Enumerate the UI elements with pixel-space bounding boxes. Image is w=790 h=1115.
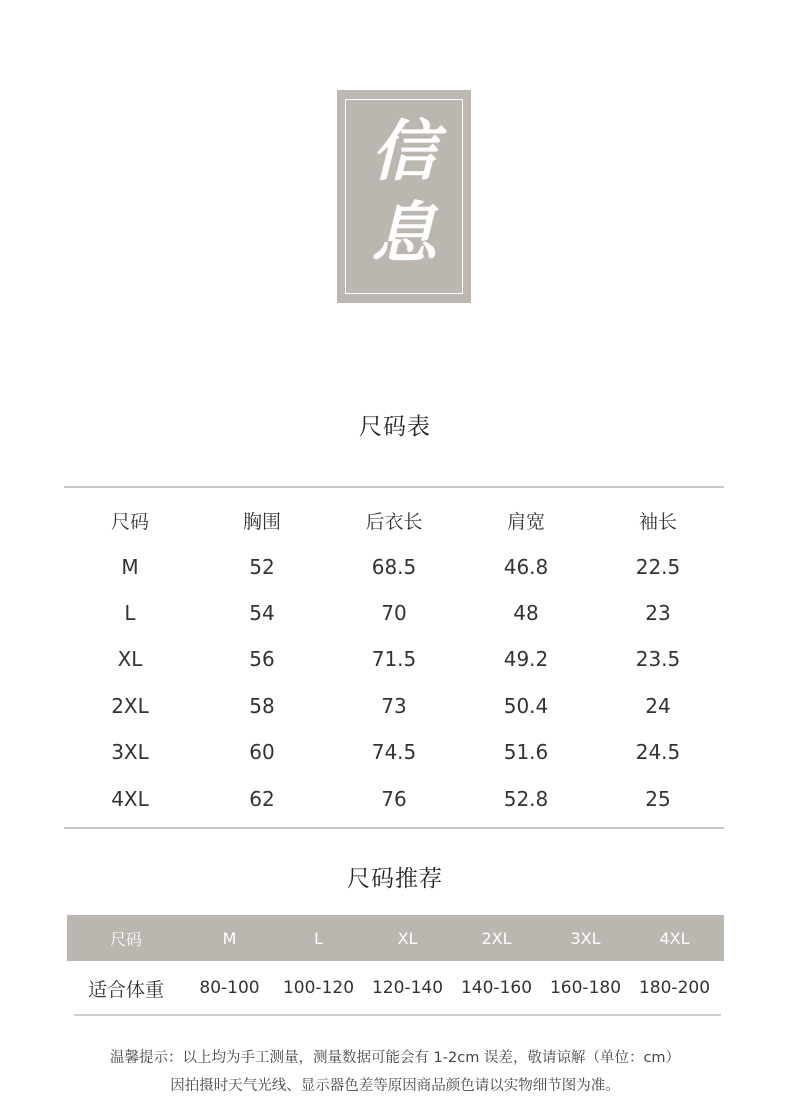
weight-range: 180-200 (638, 978, 711, 998)
table-cell: 54 (249, 600, 275, 625)
table-cell: 50.4 (503, 693, 549, 718)
table-cell: 24 (645, 693, 671, 718)
table-cell: 46.8 (503, 554, 549, 579)
table-top-rule (64, 486, 724, 488)
table-cell: 71.5 (371, 647, 417, 672)
table-cell: 70 (381, 600, 407, 625)
info-badge (337, 90, 471, 303)
weight-row-label: 适合体重 (87, 978, 164, 1001)
recommendation-weight-row (67, 962, 724, 1014)
table-cell: 76 (381, 786, 407, 811)
table-cell: M (121, 554, 139, 579)
table-cell: 58 (249, 693, 275, 718)
recommendation-size: 3XL (570, 928, 601, 948)
table-cell: 51.6 (503, 740, 549, 765)
weight-range: 140-160 (460, 978, 533, 998)
badge-char-1: 信 (371, 112, 437, 190)
table-cell: 24.5 (635, 740, 681, 765)
table-header-row (64, 497, 724, 543)
table-cell: 25 (645, 786, 671, 811)
table-cell: 56 (249, 647, 275, 672)
table-cell: 74.5 (371, 740, 417, 765)
weight-range: 120-140 (371, 978, 444, 998)
table-row (64, 775, 724, 821)
table-row (64, 543, 724, 589)
table-cell: 22.5 (635, 554, 681, 579)
recommendation-bottom-rule (74, 1014, 721, 1016)
table-row (64, 683, 724, 729)
recommendation-size: 2XL (481, 928, 512, 948)
recommendation-size: 4XL (659, 928, 690, 948)
size-chart-title: 尺码表 (359, 414, 431, 440)
table-cell: 52.8 (503, 786, 549, 811)
table-cell: 23 (645, 600, 671, 625)
table-cell: 4XL (111, 786, 149, 811)
table-cell: 2XL (111, 693, 149, 718)
table-cell: XL (117, 647, 143, 672)
recommendation-title: 尺码推荐 (347, 866, 443, 892)
table-cell: 3XL (111, 740, 149, 765)
recommendation-size: XL (397, 928, 418, 948)
table-cell: 62 (249, 786, 275, 811)
table-cell: 49.2 (503, 647, 549, 672)
weight-range: 160-180 (549, 978, 622, 998)
recommendation-size: M (222, 928, 237, 948)
table-cell: 68.5 (371, 554, 417, 579)
table-cell: 23.5 (635, 647, 681, 672)
badge-char-2: 息 (371, 194, 437, 272)
column-header: 尺码 (110, 510, 149, 533)
column-header: 胸围 (242, 510, 281, 533)
weight-range: 80-100 (199, 978, 260, 998)
column-header: 袖长 (638, 510, 677, 533)
note-line-1: 温馨提示：以上均为手工测量，测量数据可能会有 1-2cm 误差，敬请谅解（单位：cm） (109, 1050, 681, 1066)
table-cell: 48 (513, 600, 539, 625)
note-line-2: 因拍摄时天气光线、显示器色差等原因商品颜色请以实物细节图为准。 (170, 1078, 620, 1094)
size-table (64, 497, 724, 822)
column-header: 肩宽 (506, 510, 545, 533)
recommendation-header-band (67, 915, 724, 961)
table-cell: 60 (249, 740, 275, 765)
table-bottom-rule (64, 827, 724, 829)
table-row (64, 636, 724, 682)
table-cell: L (124, 600, 136, 625)
weight-range: 100-120 (282, 978, 355, 998)
table-cell: 52 (249, 554, 275, 579)
recommendation-header-label: 尺码 (109, 929, 142, 949)
table-row (64, 729, 724, 775)
table-cell: 73 (381, 693, 407, 718)
column-header: 后衣长 (365, 510, 423, 533)
recommendation-size: L (314, 928, 323, 948)
table-row (64, 590, 724, 636)
